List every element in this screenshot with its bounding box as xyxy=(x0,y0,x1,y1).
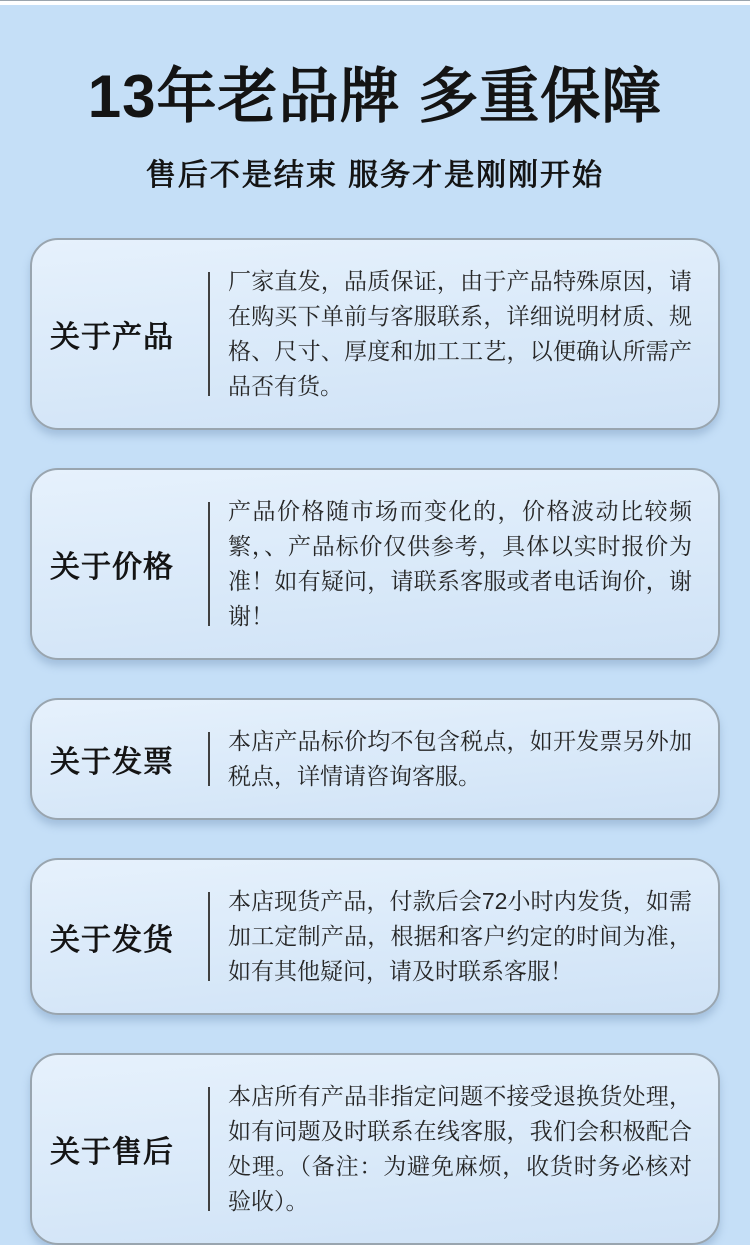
card-label: 关于售后 xyxy=(50,1136,174,1169)
card-text: 本店产品标价均不包含税点，如开发票另外加税点，详情请咨询客服。 xyxy=(228,728,692,789)
card-label: 关于发货 xyxy=(50,923,174,957)
header xyxy=(0,5,750,192)
guarantee-card-invoice xyxy=(30,698,720,820)
card-label: 关于发票 xyxy=(50,746,174,779)
card-text: 厂家直发，品质保证，由于产品特殊原因，请在购买下单前与客服联系，详细说明材质、规格、尺寸、厚度和加工工艺，以便确认所需产品否有货。 xyxy=(228,268,692,399)
card-text: 本店现货产品，付款后会72小时内发货，如需加工定制产品，根据和客户约定的时间为准，如有其他疑问，请及时联系客服！ xyxy=(228,888,692,984)
page-title: 13年老品牌 多重保障 xyxy=(87,63,663,130)
guarantee-card-shipping xyxy=(30,858,720,1015)
guarantee-card-price xyxy=(30,468,720,660)
card-label: 关于价格 xyxy=(50,551,174,584)
card-label: 关于产品 xyxy=(50,321,174,354)
card-text: 产品价格随市场而变化的，价格波动比较频繁，、产品标价仅供参考，具体以实时报价为准！如有疑问，请联系客服或者电话询价，谢谢！ xyxy=(228,498,692,629)
card-text: 本店所有产品非指定问题不接受退换货处理，如有问题及时联系在线客服，我们会积极配合处理。（备注：为避免麻烦，收货时务必核对验收）。 xyxy=(228,1083,692,1214)
guarantee-card-product xyxy=(30,238,720,430)
page-subtitle: 售后不是结束 服务才是刚刚开始 xyxy=(145,159,605,192)
guarantee-card-list xyxy=(0,238,750,1245)
guarantee-card-aftersales xyxy=(30,1053,720,1245)
